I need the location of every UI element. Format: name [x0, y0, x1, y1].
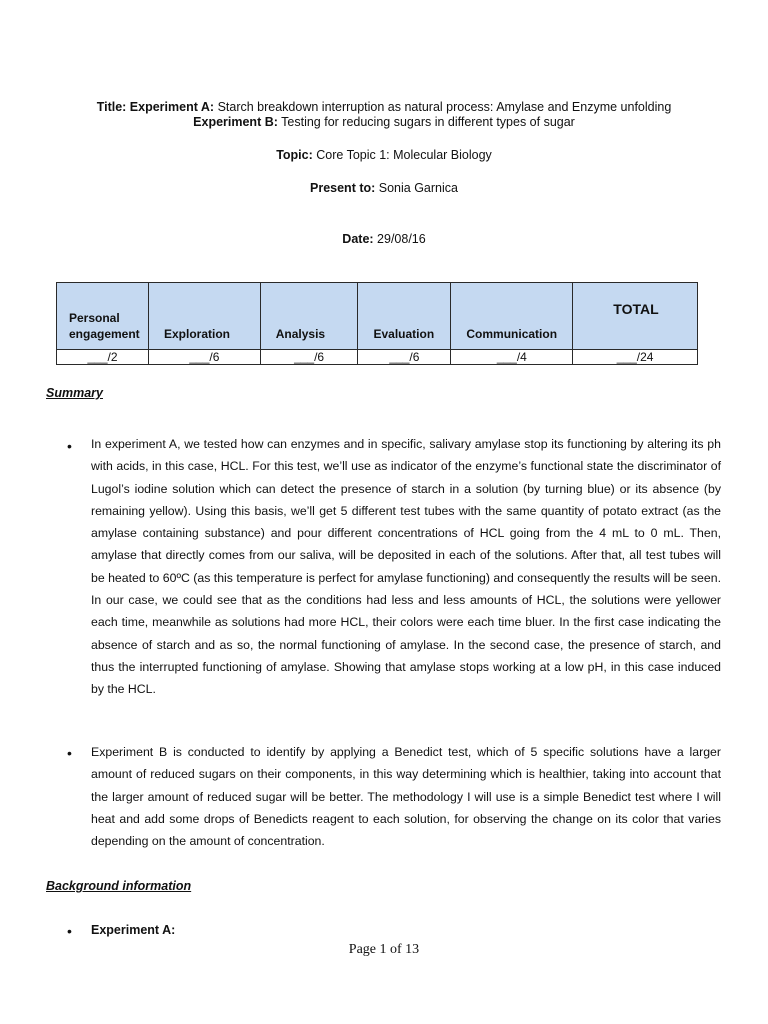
title-line — [0, 99, 768, 115]
score-total: ___/24 — [573, 350, 698, 365]
header-communication: Communication — [451, 283, 573, 350]
bullet-dot: • — [67, 745, 72, 761]
grades-header-row — [57, 283, 698, 350]
score-exploration: ___/6 — [148, 350, 260, 365]
bullet-dot: • — [67, 923, 72, 939]
background-heading: Background information — [46, 879, 192, 893]
grades-table — [56, 282, 698, 365]
score-personal-engagement: ___/2 — [57, 350, 149, 365]
bullet-dot: • — [67, 438, 72, 454]
header-total: TOTAL — [573, 283, 698, 350]
date-line — [0, 231, 768, 247]
summary-paragraph-2: Experiment B is conducted to identify by applying a Benedict test, which of 5 specific solutions have a larger amount of reduced sugars on their components, in this way determining which is healthier, taking into account that the larger amount of reduced sugar will be better. The methodology I will use is a simple Benedict test where I will heat and add some drops of Benedicts reagent to each solution, for observing the change on its color that varies depending on the amount of concentration. — [91, 745, 721, 849]
score-evaluation: ___/6 — [358, 350, 451, 365]
topic-text: Core Topic 1: Molecular Biology — [312, 148, 492, 162]
date-text: 29/08/16 — [373, 232, 426, 246]
score-communication: ___/4 — [451, 350, 573, 365]
grades-score-row — [57, 350, 698, 365]
header-personal-engagement: Personal engagement — [57, 283, 149, 350]
topic-label: Topic: — [276, 148, 313, 162]
header-exploration: Exploration — [148, 283, 260, 350]
page-number: Page 1 of 13 — [348, 942, 420, 957]
present-text: Sonia Garnica — [375, 181, 458, 195]
title-text: Starch breakdown interruption as natural process: Amylase and Enzyme unfolding — [214, 100, 672, 114]
header-evaluation: Evaluation — [358, 283, 451, 350]
present-line — [0, 180, 768, 196]
score-analysis: ___/6 — [260, 350, 358, 365]
summary-heading: Summary — [46, 386, 103, 400]
summary-paragraph-1: In experiment A, we tested how can enzymes and in specific, salivary amylase stop its functioning by altering its ph with acids, in this case, HCL. For this test, we’ll use as indicator of the enzyme’s functional state the discriminator of Lugol’s iodine solution which can detect the presence of starch in a solution (by turning blue) or its absence (by remaining yellow). Using this basis, we’ll get 5 different test tubes with the same quantity of potato extract (as the amylase containing substance) and pour different concentrations of HCL going from the 4 mL to 0 mL. Then, amylase that directly comes from our saliva, will be deposited in each of the solutions. After that, all test tubes will be heated to 60ºC (as this temperature is perfect for amylase functioning) and consequently the results will be seen. In our case, we could see that as the conditions had less and less amounts of HCL, the solutions were yellower each time, meanwhile as solutions had more HCL, their colors were each time bluer. In the first case indicating the absence of starch and as so, the normal functioning of amylase. In the second case, the presence of starch, and thus the interrupted functioning of amylase. Showing that amylase stops working at a low pH, in this case induced by the HCL. — [91, 437, 721, 697]
title-label: Title: Experiment A: — [96, 100, 215, 114]
header-analysis: Analysis — [260, 283, 358, 350]
experiment-b-label: Experiment B: — [193, 115, 278, 129]
experiment-b-text: Testing for reducing sugars in different types of sugar — [277, 115, 575, 129]
experiment-b-line — [0, 114, 768, 130]
experiment-a-item: Experiment A: — [91, 923, 176, 937]
present-label: Present to: — [310, 181, 376, 195]
topic-line — [0, 147, 768, 163]
date-label: Date: — [342, 232, 374, 246]
